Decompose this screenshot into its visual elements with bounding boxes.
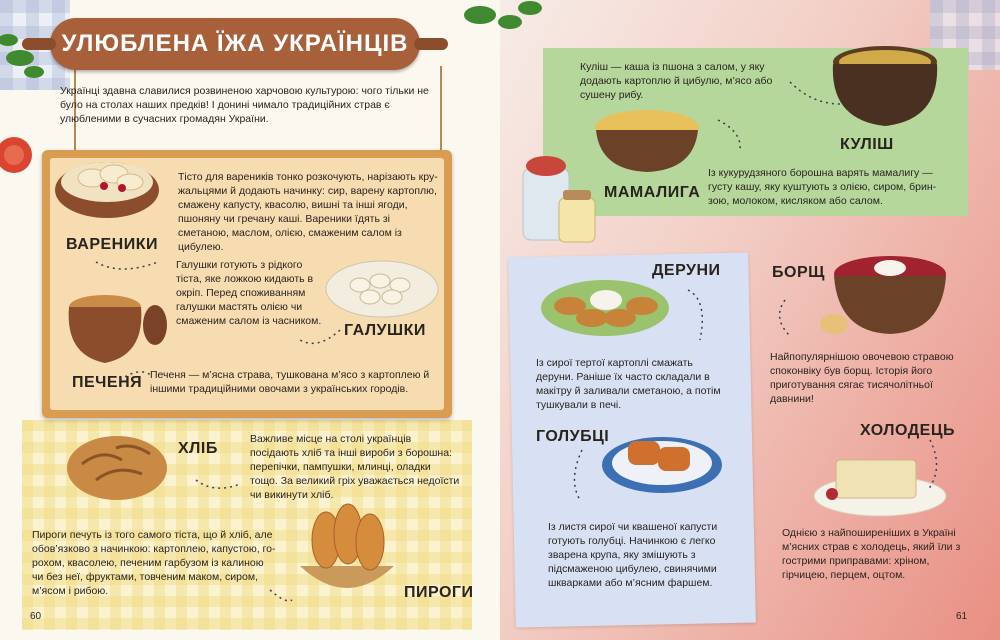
halushky-text: Галушки готують з рідкого тіста, яке ложкою кидають в окріп. Перед споживанням галушки мастять олією чи смаженим салом із часником. [176, 259, 322, 327]
pechenia-label: ПЕЧЕНЯ [72, 374, 143, 391]
pechenia-text: Печеня — м’ясна страва, тушкована м’ясо з картоплею й іншими традиційними овочами з українських городів. [150, 369, 430, 395]
page-number-right: 61 [956, 611, 968, 622]
kholodets-text: Однією з найпоширеніших в Україні м’ясних страв є холодець, який їли з гострими приправами: хріном, гірчицею, перцем, оцтом. [782, 527, 961, 581]
varenyky-text: Тісто для вареників тонко розкочують, нарізають кружальцями й додають начинку: сир, варену картоплю, смажену капусту, квасолю, вишні та інші ягоди, пшоняну чи гречану каші. Вареники їдять зі сметаною, маслом, олією, смаженим салом із цибулею. [178, 171, 438, 253]
khlib-label: ХЛІБ [178, 440, 218, 457]
khlib-text: Важливе місце на столі українців посідають хліб та інші вироби з борошна: перепічки, пампушки, млинці, оладки тощо. За великий гріх уважається недоїсти чи викинути хліб. [250, 433, 460, 501]
pyrohy-label: ПИРОГИ [404, 584, 474, 601]
holubtsi-label: ГОЛУБЦІ [536, 428, 610, 445]
varenyky-label: ВАРЕНИКИ [66, 236, 158, 253]
page-title: УЛЮБЛЕНА ЇЖА УКРАЇНЦІВ [61, 30, 409, 57]
mamalyha-label: МАМАЛИГА [604, 184, 701, 201]
kulish-label: КУЛІШ [840, 136, 894, 153]
kulish-text: Куліш — каша із пшона з салом, у яку додають картоплю й цибулю, м’ясо або сушену рибу. [580, 61, 773, 101]
holubtsi-text: Із листя сирої чи квашеної капусти готують голубці. Начинкою є легко зварена крупа, яку змішують з підсмаженою цибулею, свинячими шкварками або м’ясним фаршем. [548, 521, 718, 589]
deruny-text: Із сирої тертої картоплі смажать деруни. Раніше їх часто складали в макітру й заливали сметаною, а потім тушкували в печі. [536, 357, 721, 411]
mamalyha-text: Із кукурудзяного борошна варять мамалигу — густу кашу, яку куштують з олією, сиром, бринзою, молоком, кисляком або салом. [708, 167, 937, 207]
halushky-label: ГАЛУШКИ [344, 322, 426, 339]
borshch-text: Найпопулярнішою овочевою стравою споконвіку був борщ. Історія його приготування сягає тисячолітньої давнини! [770, 351, 954, 405]
pyrohy-text: Пироги печуть із того самого тіста, що й хліб, але обов’язково з начинкою: картоплею, капустою, горохом, квасолею, печеним гарбузом із калиною чи без неї, фруктами, товченим маком, сиром, м’ясом і рибою. [32, 529, 276, 597]
kholodets-label: ХОЛОДЕЦЬ [860, 422, 956, 439]
intro-text: Українці здавна славилися розвиненою харчовою культурою: чого тільки не було на столах наших предків! І донині чимало традиційних страв є улюбленими в сучасних громадян України. [60, 85, 429, 125]
borshch-label: БОРЩ [772, 264, 825, 281]
page-number-left: 60 [30, 611, 42, 622]
deruny-label: ДЕРУНИ [652, 262, 721, 279]
